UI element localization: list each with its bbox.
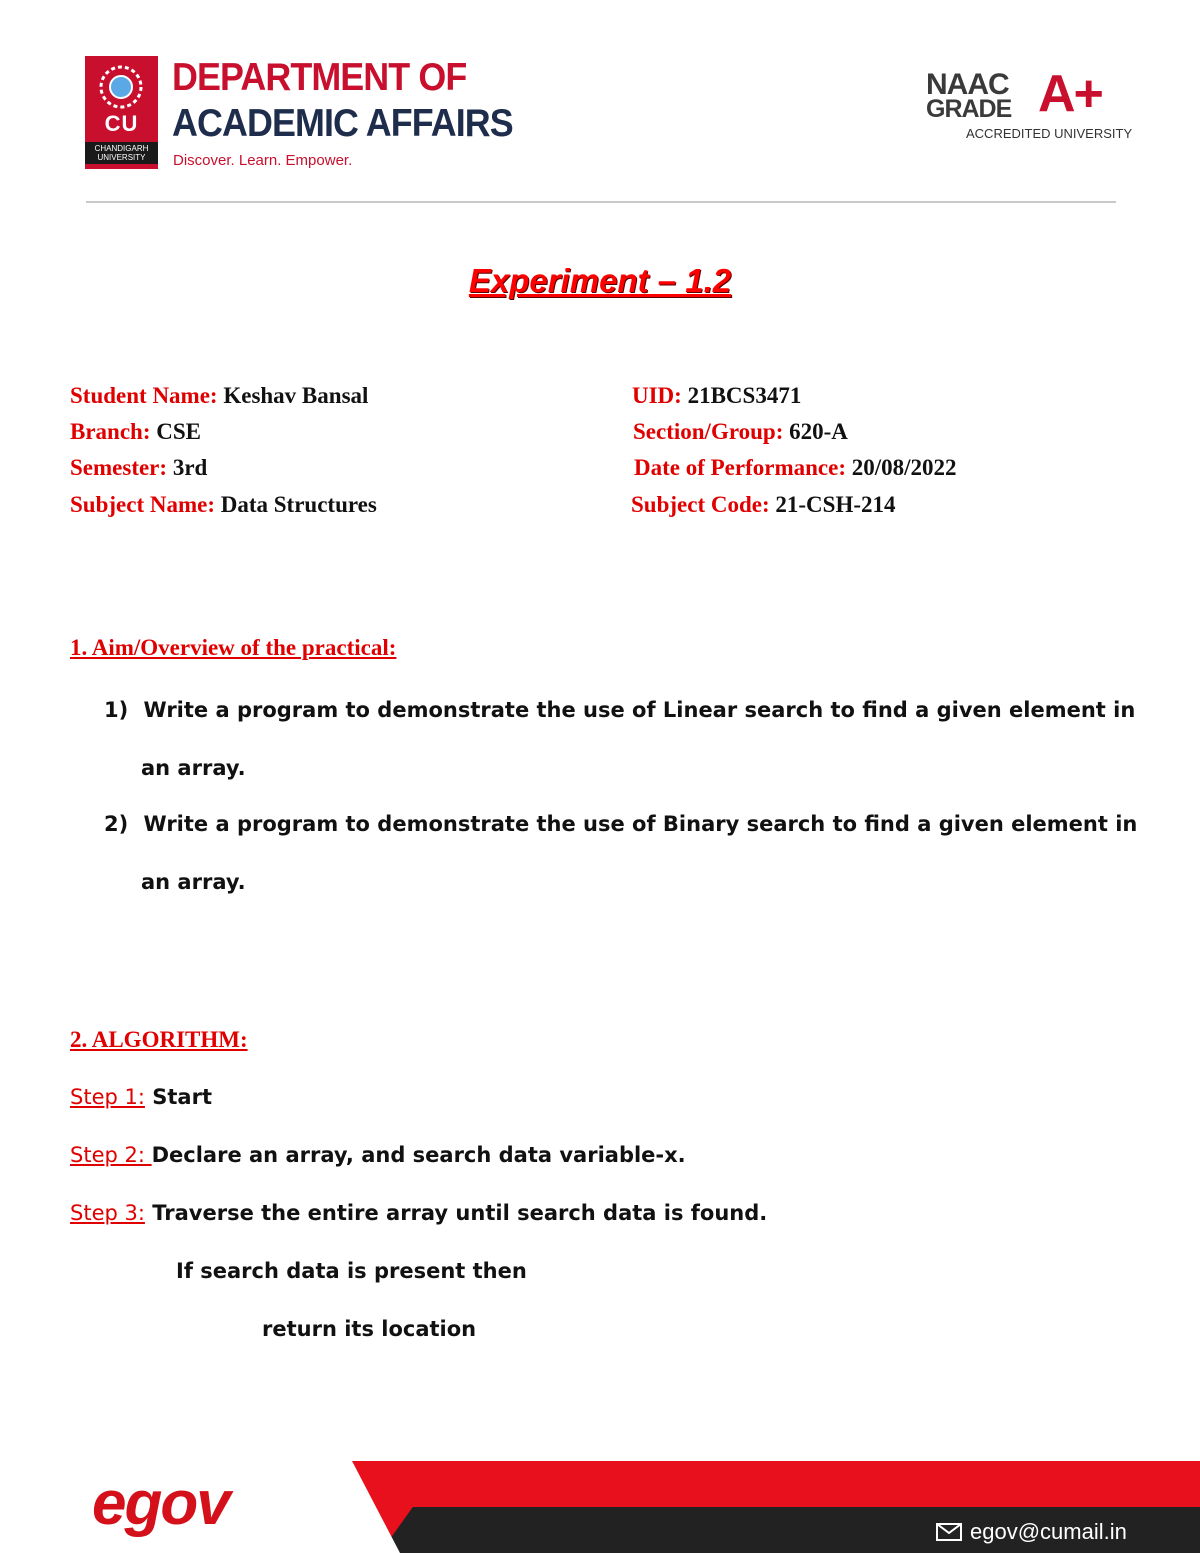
- step-3-text: Traverse the entire array until search data is found.: [144, 1201, 768, 1225]
- step-2-label: Step 2:: [70, 1143, 152, 1167]
- aim-item-1: [104, 698, 1135, 722]
- egov-logo: egov: [92, 1469, 229, 1538]
- step-1: [70, 1085, 212, 1109]
- date-label: Date of Performance:: [634, 455, 846, 480]
- uid-value: 21BCS3471: [687, 383, 802, 408]
- section-label: Section/Group:: [633, 419, 784, 444]
- naac-grade-label: GRADE: [926, 95, 1012, 123]
- naac-grade: A+: [1038, 65, 1102, 123]
- naac-accredited: ACCREDITED UNIVERSITY: [966, 126, 1133, 141]
- step-3-label: Step 3:: [70, 1201, 145, 1225]
- subject-code-label: Subject Code:: [631, 492, 770, 517]
- naac-badge: [926, 65, 1133, 143]
- aim-item-2: [104, 812, 1137, 836]
- logo-text: CU: [104, 111, 139, 136]
- department-title-line1: DEPARTMENT OF: [172, 56, 467, 99]
- tagline: Discover. Learn. Empower.: [173, 152, 353, 169]
- step-1-label: Step 1:: [70, 1085, 145, 1109]
- uid-row: [632, 383, 801, 409]
- step-3: [70, 1201, 767, 1225]
- step-3-action: return its location: [262, 1317, 477, 1341]
- section-value: 620-A: [789, 419, 848, 444]
- aim-item-2-number: 2): [104, 812, 129, 836]
- footer-email[interactable]: [936, 1519, 1127, 1545]
- aim-heading: 1. Aim/Overview of the practical:: [70, 635, 397, 660]
- subject-name-row: [70, 492, 377, 518]
- page-title: Experiment – 1.2: [468, 262, 732, 299]
- step-3-condition: If search data is present then: [176, 1259, 527, 1283]
- subject-name-value: Data Structures: [220, 492, 377, 517]
- subject-name-label: Subject Name:: [70, 492, 215, 517]
- aim-item-1-number: 1): [104, 698, 129, 722]
- date-value: 20/08/2022: [851, 455, 957, 480]
- mail-icon: [936, 1523, 962, 1541]
- step-1-text: Start: [144, 1085, 212, 1109]
- university-seal-icon: [98, 64, 144, 110]
- subject-code-value: 21-CSH-214: [775, 492, 896, 517]
- branch-label: Branch:: [70, 419, 151, 444]
- header-divider: [86, 201, 1116, 203]
- date-row: [634, 455, 957, 481]
- student-name-value: Keshav Bansal: [223, 383, 369, 408]
- algorithm-heading: 2. ALGORITHM:: [70, 1027, 248, 1052]
- branch-row: [70, 419, 201, 445]
- department-title-line2: ACADEMIC AFFAIRS: [172, 102, 513, 145]
- aim-item-2-text: Write a program to demonstrate the use of Binary search to find a given element in: [143, 812, 1138, 836]
- logo-subtext: CHANDIGARH UNIVERSITY: [85, 142, 158, 164]
- subject-code-row: [631, 492, 896, 518]
- semester-row: [70, 455, 207, 481]
- aim-item-1-cont: an array.: [141, 756, 246, 780]
- uid-label: UID:: [632, 383, 682, 408]
- aim-item-2-cont: an array.: [141, 870, 246, 894]
- semester-value: 3rd: [172, 455, 208, 480]
- student-name-row: [70, 383, 368, 409]
- cu-logo: [85, 56, 158, 169]
- semester-label: Semester:: [70, 455, 168, 480]
- aim-item-1-text: Write a program to demonstrate the use of Linear search to find a given element in: [143, 698, 1136, 722]
- naac-label: NAAC: [926, 68, 1009, 101]
- footer-email-text: egov@cumail.in: [970, 1519, 1127, 1544]
- student-name-label: Student Name:: [70, 383, 218, 408]
- branch-value: CSE: [156, 419, 201, 444]
- section-row: [633, 419, 848, 445]
- step-2: [70, 1143, 686, 1167]
- step-2-text: Declare an array, and search data variable-x.: [151, 1143, 686, 1167]
